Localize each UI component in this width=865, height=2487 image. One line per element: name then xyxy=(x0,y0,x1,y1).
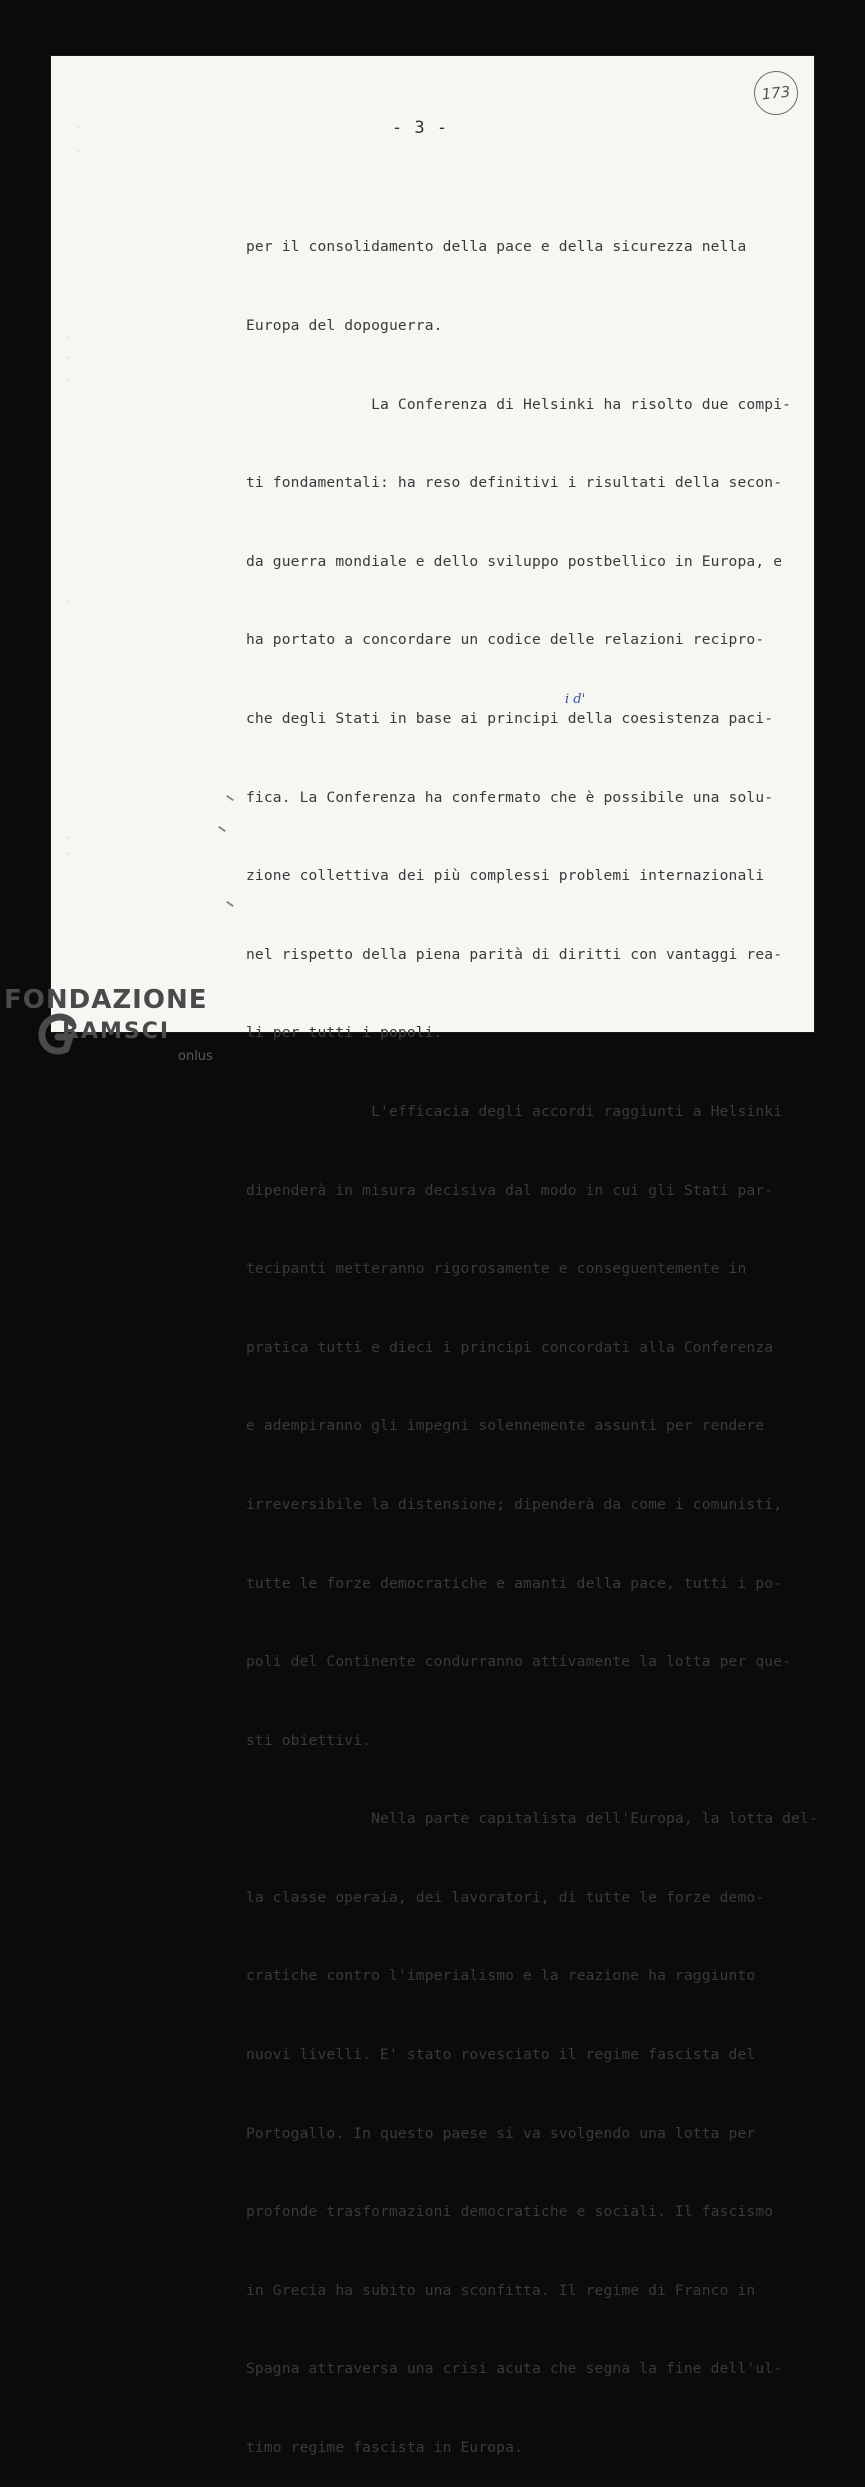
text-line: ti fondamentali: ha reso definitivi i risultati della secon- xyxy=(246,474,783,492)
text-line: per il consolidamento della pace e della sicurezza nella xyxy=(246,238,747,256)
text-line: ha portato a concordare un codice delle relazioni recipro- xyxy=(246,631,765,649)
margin-dot xyxy=(66,378,69,381)
text-line: sti obiettivi. xyxy=(246,1731,372,1749)
margin-dot xyxy=(77,150,80,153)
margin-dot xyxy=(66,356,69,359)
logo-text-gramsci: RAMSCI xyxy=(62,1019,171,1044)
page-stamp-number: 173 xyxy=(760,82,792,104)
text-line: Europa del dopoguerra. xyxy=(246,317,443,334)
margin-dot xyxy=(66,836,69,839)
margin-dot xyxy=(66,852,69,855)
text-line: Nella parte capitalista dell'Europa, la lotta del- xyxy=(246,1810,818,1828)
text-line: tutte le forze democratiche e amanti della pace, tutti i po- xyxy=(246,1574,783,1592)
text-line: zione collettiva dei più complessi problemi internazionali xyxy=(246,867,765,885)
margin-dot xyxy=(66,336,69,339)
text-line: irreversibile la distensione; dipenderà da come i comunisti, xyxy=(246,1495,783,1513)
text-line: cratiche contro l'imperialismo e la reazione ha raggiunto xyxy=(246,1967,756,1985)
text-line: profonde trasformazioni democratiche e sociali. Il fascismo xyxy=(246,2203,774,2221)
text-line: in Grecia ha subito una sconfitta. Il regime di Franco in xyxy=(246,2281,756,2299)
text-line: dipenderà in misura decisiva dal modo in cui gli Stati par- xyxy=(246,1181,774,1199)
text-line: Portogallo. In questo paese si va svolgendo una lotta per xyxy=(246,2124,756,2142)
text-line: tecipanti metteranno rigorosamente e conseguentemente in xyxy=(246,1260,747,1278)
text-line: che degli Stati in base ai principi della coesistenza paci- xyxy=(246,709,774,727)
text-line: la classe operaia, dei lavoratori, di tutte le forze demo- xyxy=(246,1888,765,1906)
margin-dot xyxy=(66,600,69,603)
typewritten-text xyxy=(246,182,816,2487)
text-line: e adempiranno gli impegni solennemente assunti per rendere xyxy=(246,1417,765,1435)
logo-text-fondazione: FONDAZIONE xyxy=(4,985,208,1015)
text-line: da guerra mondiale e dello sviluppo postbellico in Europa, e xyxy=(246,552,783,570)
text-line: La Conferenza di Helsinki ha risolto due compi- xyxy=(246,395,792,413)
text-line: Spagna attraversa una crisi acuta che segna la fine dell'ul- xyxy=(246,2360,783,2378)
margin-dot xyxy=(77,126,80,129)
logo-text-onlus: onlus xyxy=(178,1049,213,1064)
text-line: timo regime fascista in Europa. xyxy=(246,2439,524,2457)
text-line: nuovi livelli. E' stato rovesciato il regime fascista del xyxy=(246,2046,756,2064)
page-number: - 3 - xyxy=(391,118,449,138)
handwritten-annotation: i d' xyxy=(565,692,586,707)
text-line: fica. La Conferenza ha confermato che è possibile una solu- xyxy=(246,788,774,806)
fondazione-gramsci-logo xyxy=(4,985,234,1075)
text-line: li per tutti i popoli. xyxy=(246,1024,443,1042)
text-line: pratica tutti e dieci i principi concordati alla Conferenza xyxy=(246,1338,774,1356)
text-line: nel rispetto della piena parità di diritti con vantaggi rea- xyxy=(246,945,783,963)
text-line: L'efficacia degli accordi raggiunti a Helsinki xyxy=(246,1102,783,1120)
text-line: poli del Continente condurranno attivamente la lotta per que- xyxy=(246,1653,792,1671)
